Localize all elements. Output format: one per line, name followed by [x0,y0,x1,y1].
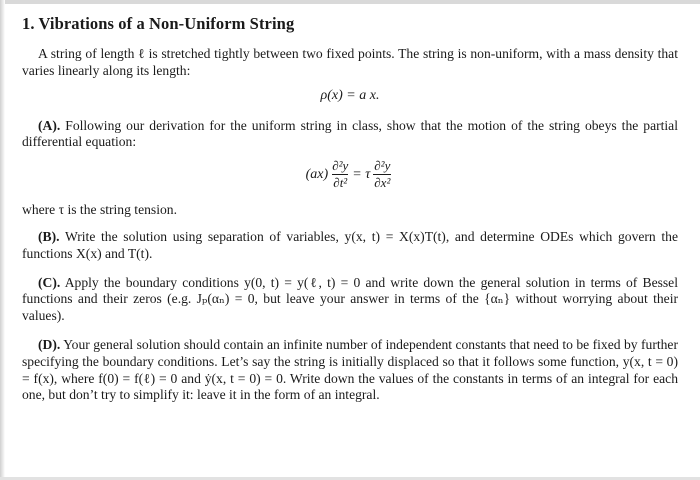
tension-note: where τ is the string tension. [22,202,177,218]
part-c-text: Apply the boundary conditions y(0, t) = y(ℓ, t) = 0 and write down the general solution in terms of Bessel functions and their zeros (e.g. Jₚ(αₙ) = 0, but leave your answer in terms of the {αₙ} without worrying about their values). [22,274,678,324]
screenshot-left-edge [0,0,5,480]
part-d-text: Your general solution should contain an infinite number of independent constants that need to be fixed by further specifying the boundary conditions. Let’s say the string is initially displaced so that it follows some function, y(x, t = 0) = f(x), where f(0) = f(ℓ) = 0 and ẏ(x, t = 0) = 0. Write down the values of the constants in terms of an integral for each one, but don’t try to simplify it: leave it in the form of an integral. [22,336,678,403]
pde-rhs-denominator: ∂x² [374,175,391,191]
screenshot-top-edge [0,0,700,4]
problem-title: 1. Vibrations of a Non-Uniform String [22,14,295,33]
part-b-paragraph [22,229,678,263]
part-b-text: Write the solution using separation of variables, y(x, t) = X(x)T(t), and determine ODEs which govern the functions X(x) and T(t). [22,228,678,261]
intro-paragraph: A string of length ℓ is stretched tightly between two fixed points. The string is non-uniform, with a mass density that varies linearly along its length: [22,46,678,78]
part-a-text: Following our derivation for the uniform string in class, show that the motion of the string obeys the partial differential equation: [22,117,678,150]
part-c-paragraph [22,275,678,325]
wave-pde [22,159,678,190]
pde-lhs-fraction [331,159,349,190]
part-a-paragraph [22,118,678,152]
part-d-paragraph [22,337,678,404]
document-page [22,14,678,404]
pde-rhs-fraction [373,159,391,190]
part-a-label: (A). [38,117,61,133]
pde-rhs-numerator: ∂²y [374,158,391,174]
density-equation: ρ(x) = a x. [320,87,380,103]
pde-equals-tau: = τ [352,166,371,182]
part-b-label: (B). [38,228,60,244]
part-c-label: (C). [38,274,61,290]
pde-lhs-numerator: ∂²y [332,158,349,174]
part-d-label: (D). [38,336,61,352]
pde-coefficient: (ax) [305,166,329,182]
pde-lhs-denominator: ∂t² [333,175,348,191]
